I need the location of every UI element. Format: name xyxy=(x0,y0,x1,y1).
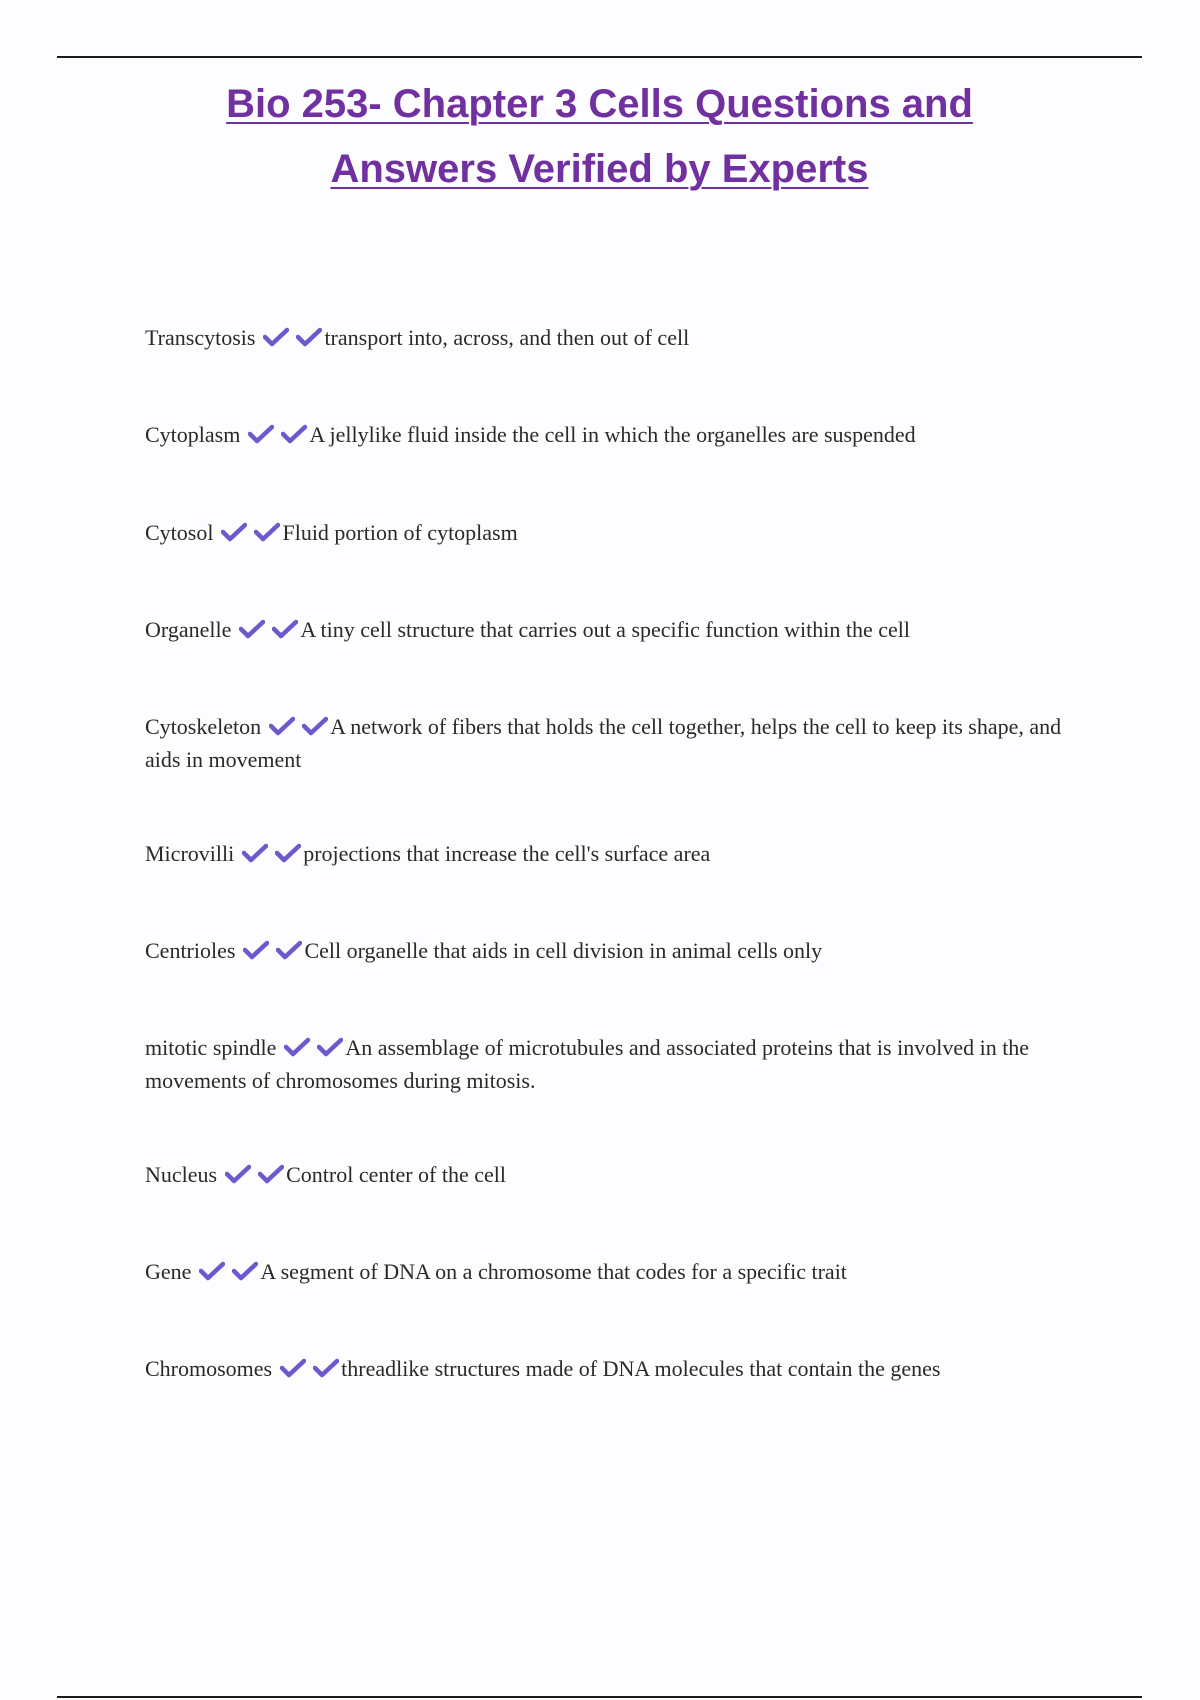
double-check-icon xyxy=(221,519,280,550)
bottom-rule xyxy=(57,1696,1142,1698)
check-icon xyxy=(232,1261,258,1281)
qa-item xyxy=(145,614,1095,647)
check-icon xyxy=(280,1358,306,1378)
qa-item xyxy=(145,935,1095,968)
check-icon xyxy=(263,327,289,347)
definition: Fluid portion of cytoplasm xyxy=(282,520,518,545)
definition: projections that increase the cell's surface area xyxy=(303,841,711,866)
check-icon xyxy=(254,522,280,542)
qa-item xyxy=(145,1256,1095,1289)
check-icon xyxy=(248,424,274,444)
term: Organelle xyxy=(145,617,232,642)
check-icon xyxy=(199,1261,225,1281)
qa-item xyxy=(145,322,1095,355)
check-icon xyxy=(313,1358,339,1378)
qa-item xyxy=(145,419,1095,452)
check-icon xyxy=(225,1164,251,1184)
qa-item xyxy=(145,517,1095,550)
term: Cytoskeleton xyxy=(145,714,262,739)
definition: An assemblage of microtubules and associated proteins that is involved in the movements of chromosomes during mitosis. xyxy=(145,1035,1030,1093)
term: Nucleus xyxy=(145,1162,218,1187)
qa-item xyxy=(145,1159,1095,1192)
check-icon xyxy=(221,522,247,542)
qa-item xyxy=(145,1353,1095,1386)
definition: Cell organelle that aids in cell division in animal cells only xyxy=(304,938,823,963)
check-icon xyxy=(239,619,265,639)
double-check-icon xyxy=(225,1161,284,1192)
check-icon xyxy=(296,327,322,347)
check-icon xyxy=(284,1037,310,1057)
term: Chromosomes xyxy=(145,1356,273,1381)
check-icon xyxy=(272,619,298,639)
double-check-icon xyxy=(269,713,328,744)
double-check-icon xyxy=(280,1355,339,1386)
definition: A tiny cell structure that carries out a specific function within the cell xyxy=(300,617,911,642)
check-icon xyxy=(269,716,295,736)
definition: threadlike structures made of DNA molecules that contain the genes xyxy=(341,1356,941,1381)
top-rule xyxy=(57,56,1142,58)
double-check-icon xyxy=(284,1034,343,1065)
definition: A network of fibers that holds the cell together, helps the cell to keep its shape, and aids in movement xyxy=(145,714,1062,772)
term: Cytosol xyxy=(145,520,214,545)
double-check-icon xyxy=(239,616,298,647)
check-icon xyxy=(258,1164,284,1184)
qa-item xyxy=(145,711,1095,775)
definition: A jellylike fluid inside the cell in which the organelles are suspended xyxy=(309,422,916,447)
qa-item xyxy=(145,1032,1095,1096)
qa-item xyxy=(145,838,1095,871)
definition: Control center of the cell xyxy=(286,1162,507,1187)
check-icon xyxy=(317,1037,343,1057)
check-icon xyxy=(276,940,302,960)
definition: transport into, across, and then out of cell xyxy=(324,325,690,350)
term: Centrioles xyxy=(145,938,236,963)
check-icon xyxy=(243,940,269,960)
term: Microvilli xyxy=(145,841,235,866)
title-line-2: Answers Verified by Experts xyxy=(330,147,869,191)
check-icon xyxy=(302,716,328,736)
title-line-1: Bio 253- Chapter 3 Cells Questions and xyxy=(226,82,973,126)
document-title xyxy=(57,72,1142,202)
term: Transcytosis xyxy=(145,325,256,350)
double-check-icon xyxy=(242,840,301,871)
term: Cytoplasm xyxy=(145,422,241,447)
check-icon xyxy=(275,843,301,863)
check-icon xyxy=(281,424,307,444)
double-check-icon xyxy=(248,421,307,452)
double-check-icon xyxy=(243,937,302,968)
term: mitotic spindle xyxy=(145,1035,277,1060)
double-check-icon xyxy=(263,324,322,355)
check-icon xyxy=(242,843,268,863)
double-check-icon xyxy=(199,1258,258,1289)
definition: A segment of DNA on a chromosome that codes for a specific trait xyxy=(260,1259,847,1284)
term: Gene xyxy=(145,1259,192,1284)
